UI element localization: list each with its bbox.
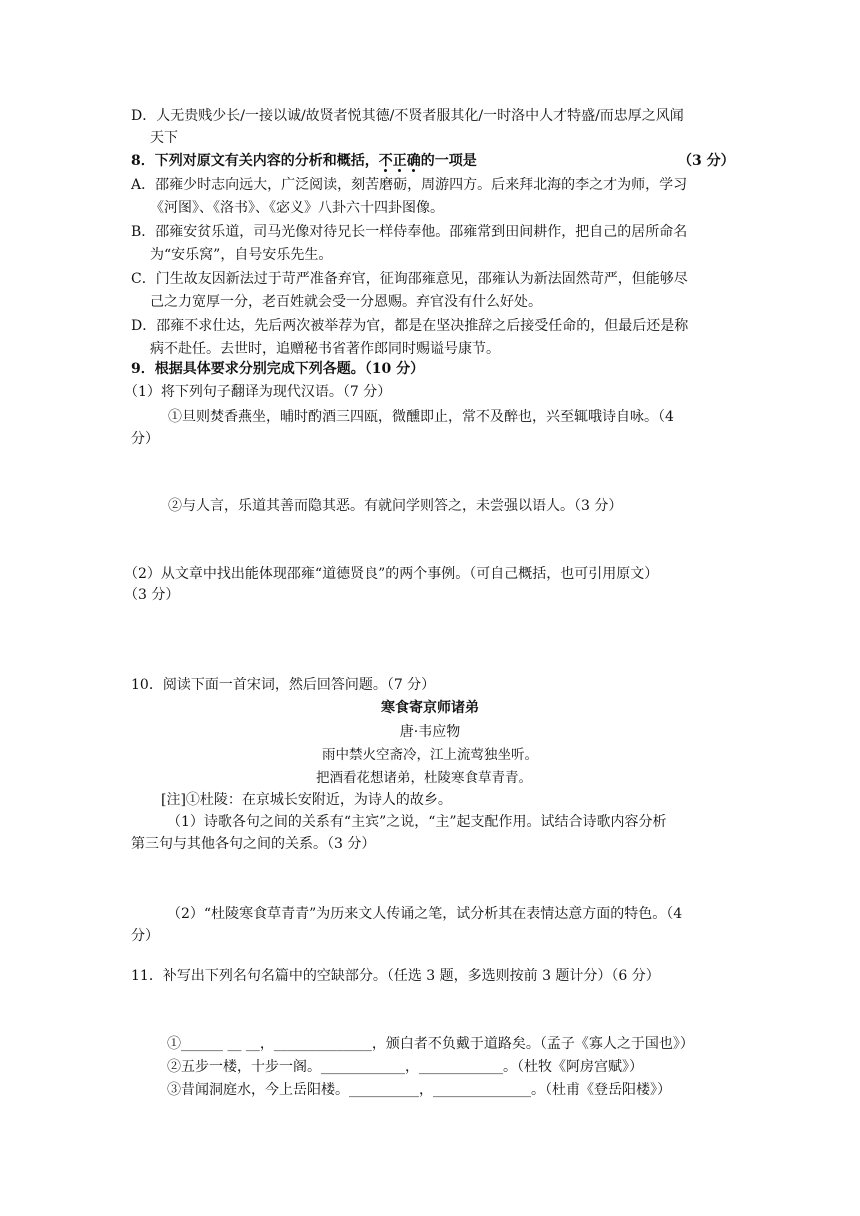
q8-emphasis-char-2: 正	[392, 153, 407, 169]
q9-sub2-line2: （3 分）	[124, 587, 180, 603]
q8-stem-suffix: 的一项是	[420, 153, 477, 169]
q10-sub1-line1: （1）诗歌各句之间的关系有“主宾”之说，“主”起支配作用。试结合诗歌内容分析	[167, 814, 667, 830]
q11-item1: ①______ __ __，______________，颁白者不负戴于道路矣。（孟子《寡人之于国也》）	[167, 1036, 694, 1052]
q10-sub2-line1: （2）“杜陵寒食草青青”为历来文人传诵之笔，试分析其在表情达意方面的特色。（4	[167, 906, 683, 922]
q8-stem	[131, 150, 477, 172]
q8-stem-prefix: 8．下列对原文有关内容的分析和概括，	[131, 153, 379, 169]
poem-author: 唐·韦应物	[399, 724, 461, 740]
q8-option-b-line1: B．邵雍安贫乐道，司马光像对待兄长一样侍奉他。邵雍常到田间耕作，把自己的居所命名	[131, 224, 688, 240]
q8-option-b-line2: 为“安乐窝”，自号安乐先生。	[150, 247, 333, 263]
q11-stem: 11．补写出下列名句名篇中的空缺部分。（任选 3 题，多选则按前 3 题计分）（6 分）	[131, 968, 660, 984]
q9-sentence1-line2: 分）	[131, 431, 159, 447]
q7-option-d-line2: 天下	[150, 130, 178, 146]
poem-line2: 把酒看花想诸弟，杜陵寒食草青青。	[316, 770, 532, 786]
q9-sentence1-line1: ①旦则焚香燕坐，晡时酌酒三四瓯，微醺即止，常不及醉也，兴至辄哦诗自咏。（4	[168, 409, 674, 425]
q9-sentence2: ②与人言，乐道其善而隐其恶。有就问学则答之，未尝强以语人。（3 分）	[168, 498, 623, 514]
q11-item2: ②五步一楼，十步一阁。____________，____________。（杜牧《阿房宫赋》）	[167, 1059, 643, 1075]
q9-stem: 9．根据具体要求分别完成下列各题。（10 分）	[131, 361, 425, 377]
q8-score: （3 分）	[678, 153, 735, 169]
q8-emphasis-char-1: 不	[378, 153, 393, 169]
q10-sub2-line2: 分）	[131, 928, 159, 944]
q8-option-d-line1: D．邵雍不求仕达，先后两次被举荐为官，都是在坚决推辞之后接受任命的，但最后还是称	[131, 318, 689, 334]
poem-line1: 雨中禁火空斋冷，江上流莺独坐听。	[322, 747, 538, 763]
poem-title: 寒食寄京师诸弟	[381, 700, 479, 716]
poem-note: [注]①杜陵：在京城长安附近，为诗人的故乡。	[161, 792, 452, 808]
q8-option-c-line2: 己之力宽厚一分，老百姓就会受一分恩赐。弃官没有什么好处。	[150, 294, 542, 310]
q8-option-a-line2: 《河图》、《洛书》、《宓义》八卦六十四卦图像。	[150, 200, 444, 216]
q8-option-a-line1: A．邵雍少时志向远大，广泛阅读，刻苦磨砺，周游四方。后来拜北海的李之才为师，学习	[131, 177, 688, 193]
q9-sub2-line1: （2）从文章中找出能体现邵雍“道德贤良”的两个事例。（可自己概括，也可引用原文）	[124, 566, 659, 582]
q9-sub1: （1）将下列句子翻译为现代汉语。（7 分）	[124, 384, 392, 400]
q8-option-c-line1: C．门生故友因新法过于苛严准备弃官，征询邵雍意见，邵雍认为新法固然苛严，但能够尽	[131, 271, 688, 287]
q8-option-d-line2: 病不赴任。去世时，追赠秘书省著作郎同时赐谥号康节。	[150, 341, 500, 357]
q11-item3: ③昔闻洞庭水，今上岳阳楼。__________，______________。（杜甫《登岳阳楼》）	[167, 1082, 671, 1098]
q10-stem: 10．阅读下面一首宋词，然后回答问题。（7 分）	[131, 677, 436, 693]
q8-emphasis-char-3: 确	[406, 153, 421, 169]
q7-option-d-line1: D．人无贵贱少长/一接以诚/故贤者悦其德/不贤者服其化/一时洛中人才特盛/而忠厚之风闻	[131, 108, 684, 124]
q10-sub1-line2: 第三句与其他各句之间的关系。（3 分）	[131, 836, 376, 852]
